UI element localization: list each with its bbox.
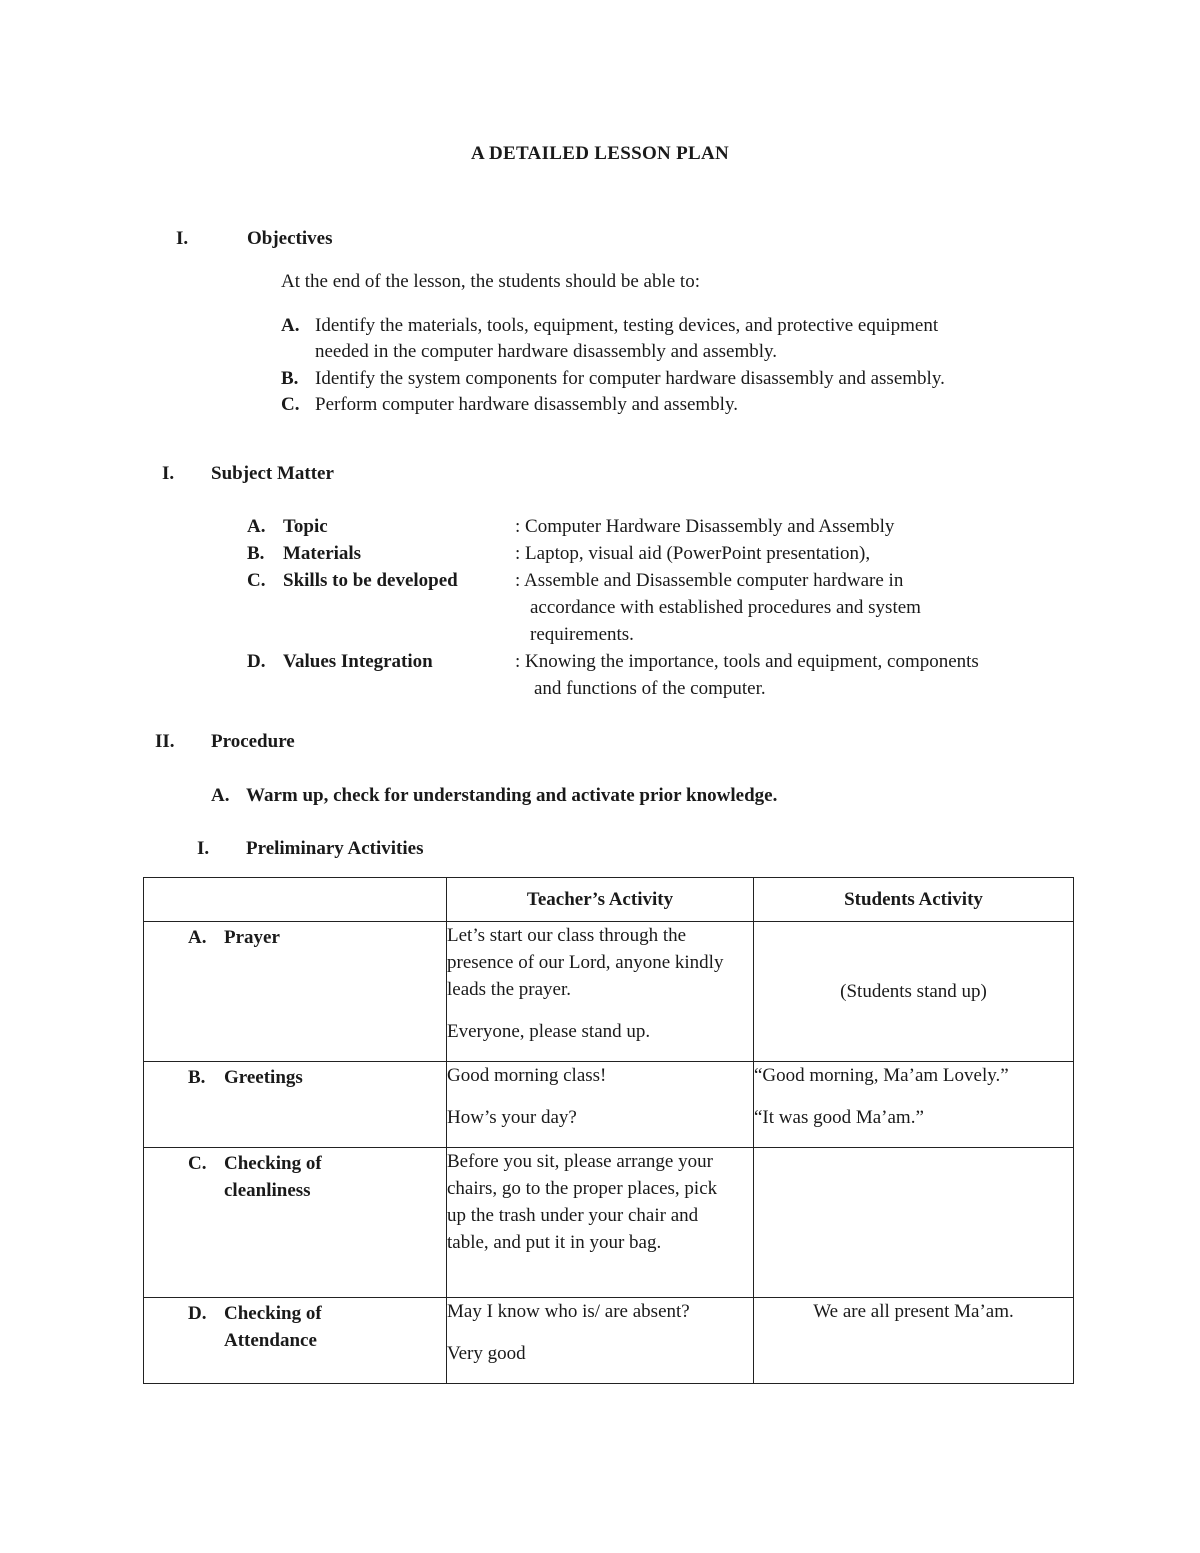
objectives-numeral: I. — [176, 228, 189, 249]
students-text: “Good morning, Ma’am Lovely.” — [754, 1065, 1009, 1086]
subject-topic-value: : Computer Hardware Disassembly and Assembly — [515, 516, 895, 537]
objective-c-line1: Perform computer hardware disassembly and assembly. — [315, 394, 738, 415]
activity-label: Attendance — [224, 1330, 317, 1351]
activity-label: Checking of — [224, 1153, 322, 1174]
activity-label: Greetings — [224, 1067, 303, 1088]
subject-topic-label: Topic — [283, 516, 328, 537]
objectives-intro: At the end of the lesson, the students should be able to: — [281, 271, 700, 292]
teacher-activity-cell — [447, 1298, 754, 1384]
subject-topic-letter: A. — [247, 516, 266, 537]
subject-skills-value-line1: : Assemble and Disassemble computer hardware in — [515, 570, 904, 591]
objective-b-letter: B. — [281, 368, 299, 389]
activity-label-cell — [144, 1148, 447, 1298]
subject-values-value-line1: : Knowing the importance, tools and equipment, components — [515, 651, 979, 672]
activity-label: cleanliness — [224, 1180, 311, 1201]
teacher-text: Everyone, please stand up. — [447, 1021, 651, 1042]
table-row — [144, 1148, 1074, 1298]
students-activity-cell — [754, 1062, 1074, 1148]
subject-materials-value: : Laptop, visual aid (PowerPoint presentation), — [515, 543, 871, 564]
teacher-activity-cell — [447, 1148, 754, 1298]
table-header-row — [144, 878, 1074, 922]
table-row — [144, 922, 1074, 1062]
procedure-sub-letter: A. — [211, 785, 230, 806]
objective-b-line1: Identify the system components for computer hardware disassembly and assembly. — [315, 368, 945, 389]
activity-label: Checking of — [224, 1303, 322, 1324]
preliminary-heading: Preliminary Activities — [246, 838, 424, 859]
activity-letter: A. — [188, 927, 207, 948]
preliminary-numeral: I. — [197, 838, 210, 859]
activity-letter: B. — [188, 1067, 206, 1088]
subject-skills-label: Skills to be developed — [283, 570, 458, 591]
objective-a-line2: needed in the computer hardware disassembly and assembly. — [315, 341, 778, 362]
activity-letter: D. — [188, 1303, 207, 1324]
activity-label-cell — [144, 1298, 447, 1384]
procedure-sub-heading: Warm up, check for understanding and activate prior knowledge. — [246, 785, 778, 806]
subject-materials-letter: B. — [247, 543, 265, 564]
subject-skills-value-line3: requirements. — [530, 624, 634, 645]
teacher-activity-cell — [447, 1062, 754, 1148]
students-text: We are all present Ma’am. — [813, 1301, 1014, 1322]
subject-matter-heading: Subject Matter — [211, 463, 334, 484]
document-title: A DETAILED LESSON PLAN — [470, 143, 730, 164]
teacher-text: How’s your day? — [447, 1107, 577, 1128]
teacher-text: May I know who is/ are absent? — [447, 1301, 690, 1322]
table-header-teacher: Teacher’s Activity — [447, 878, 754, 922]
subject-values-label: Values Integration — [283, 651, 433, 672]
procedure-heading: Procedure — [211, 731, 295, 752]
subject-values-value-line2: and functions of the computer. — [534, 678, 766, 699]
students-activity-cell — [754, 922, 1074, 1062]
subject-values-letter: D. — [247, 651, 266, 672]
teacher-text: Before you sit, please arrange your chairs, go to the proper places, pick up the trash under your chair and table, and put it in your bag. — [447, 1151, 718, 1253]
teacher-text: Let’s start our class through the presence of our Lord, anyone kindly leads the prayer. — [447, 925, 724, 1000]
students-activity-cell — [754, 1148, 1074, 1298]
subject-skills-value-line2: accordance with established procedures and system — [530, 597, 921, 618]
table-row — [144, 1298, 1074, 1384]
objective-a-letter: A. — [281, 315, 300, 336]
table-header-empty — [144, 878, 447, 922]
objectives-heading: Objectives — [247, 228, 333, 249]
students-activity-cell — [754, 1298, 1074, 1384]
subject-skills-letter: C. — [247, 570, 266, 591]
procedure-numeral: II. — [155, 731, 175, 752]
activity-letter: C. — [188, 1153, 207, 1174]
teacher-text: Very good — [447, 1343, 526, 1364]
activity-label-cell — [144, 1062, 447, 1148]
preliminary-activities-table — [143, 877, 1074, 1384]
teacher-activity-cell — [447, 922, 754, 1062]
activity-label-cell — [144, 922, 447, 1062]
subject-materials-label: Materials — [283, 543, 362, 564]
students-text: “It was good Ma’am.” — [754, 1107, 924, 1128]
students-text: (Students stand up) — [840, 981, 987, 1002]
objective-a-line1: Identify the materials, tools, equipment, testing devices, and protective equipment — [315, 315, 939, 336]
teacher-text: Good morning class! — [447, 1065, 607, 1086]
table-row — [144, 1062, 1074, 1148]
table-header-students: Students Activity — [754, 878, 1074, 922]
objective-c-letter: C. — [281, 394, 300, 415]
subject-matter-numeral: I. — [162, 463, 175, 484]
activity-label: Prayer — [224, 927, 280, 948]
